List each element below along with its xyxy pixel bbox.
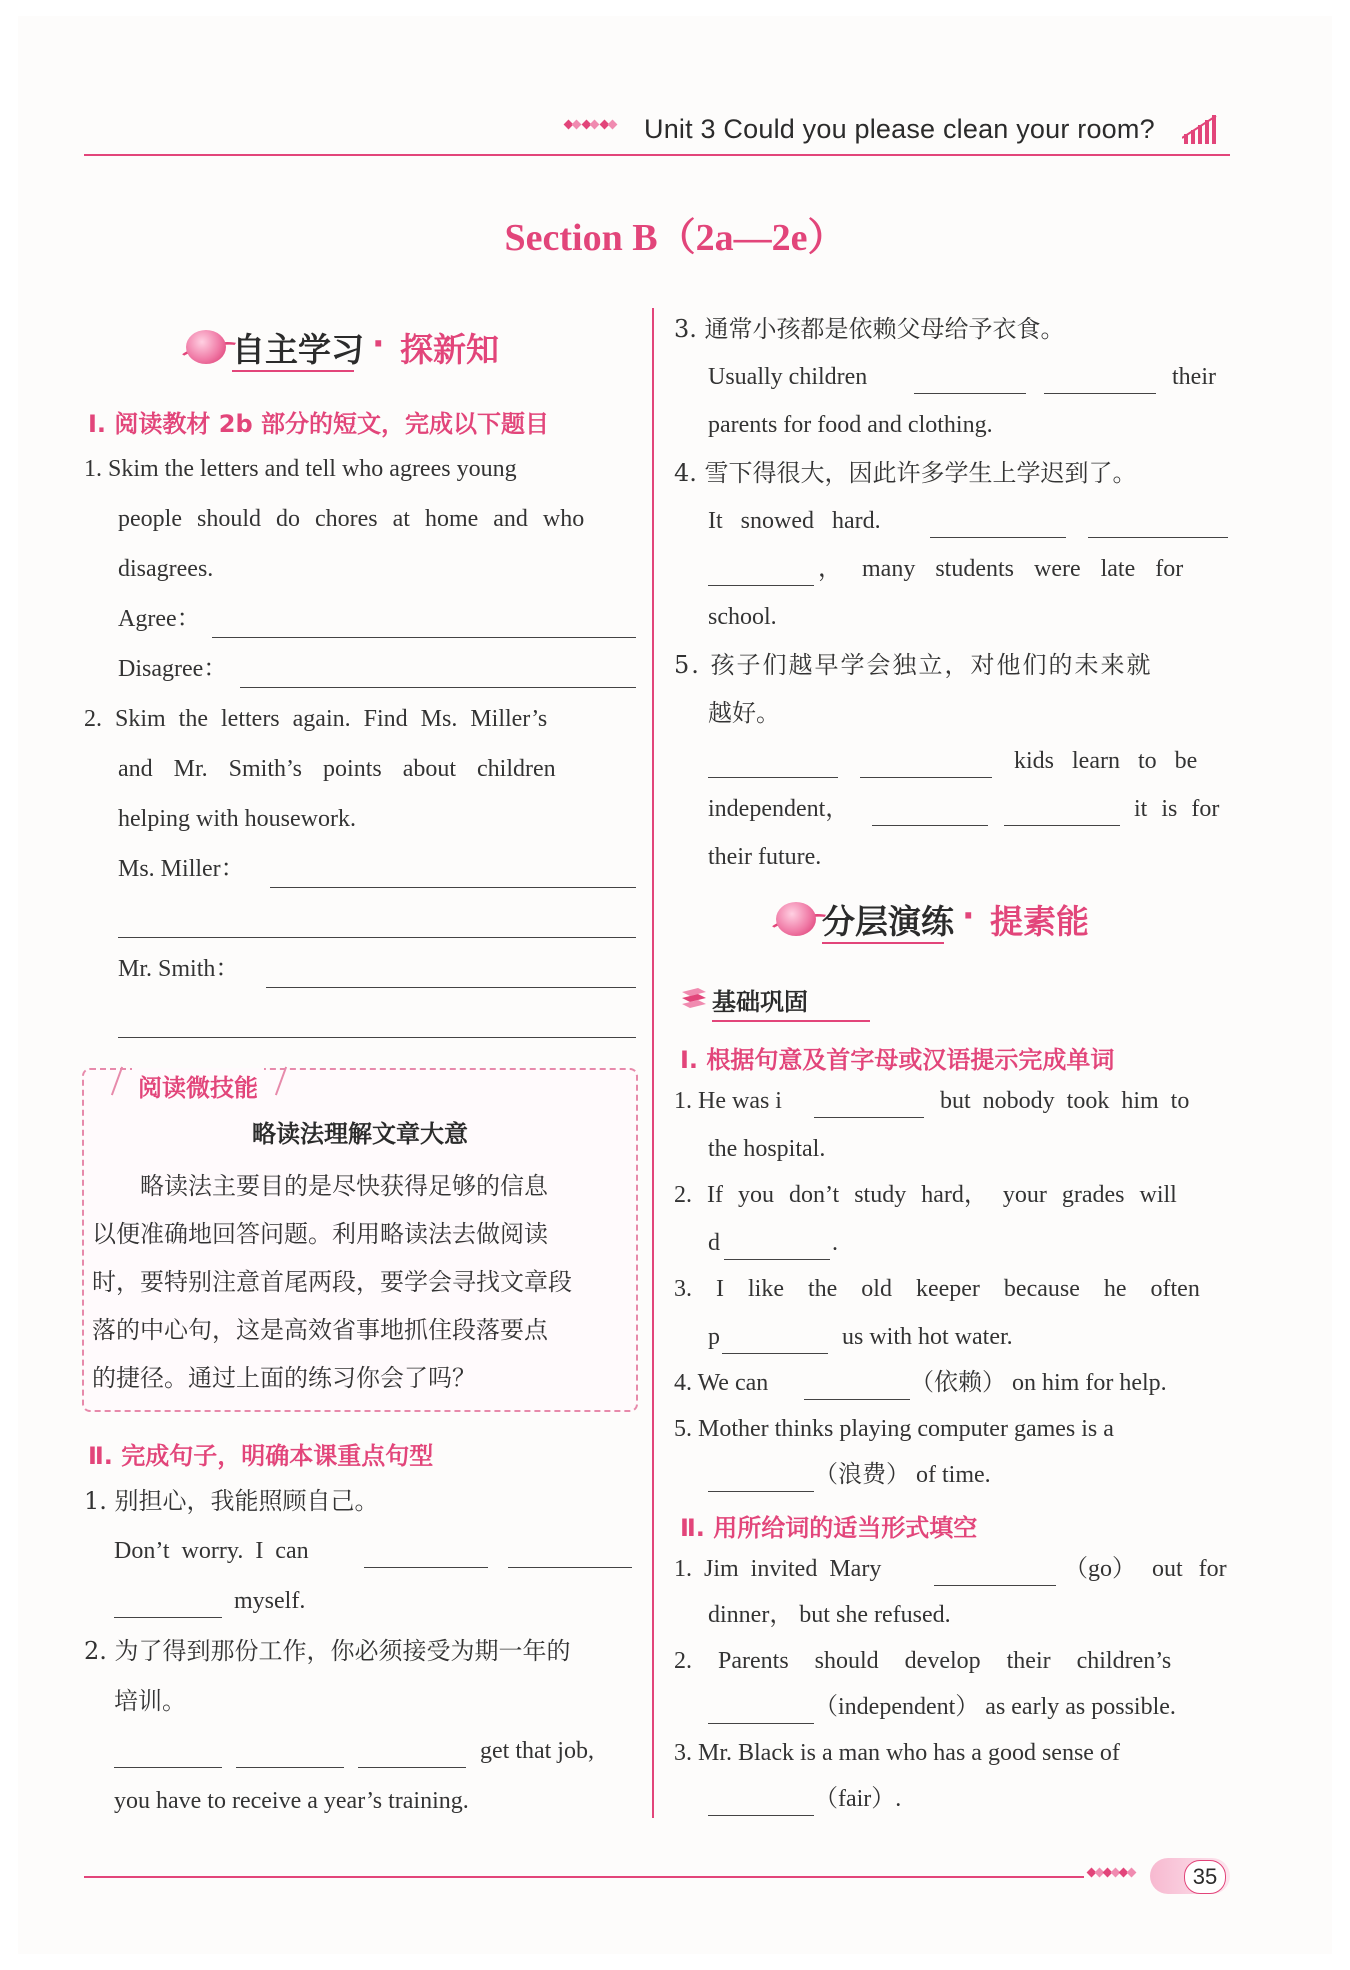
b1-item3-b: p	[708, 1324, 720, 1350]
banner-part1: 自主学习	[232, 330, 364, 369]
tip-line-1: 略读法主要目的是尽快获得足够的信息	[92, 1172, 548, 1200]
b1-item3-a: 3. I like the old keeper because he often	[674, 1276, 1200, 1302]
banner-part1: 分层演练	[822, 902, 954, 941]
p2-q1-en2: myself.	[234, 1588, 306, 1614]
p2-q4-cn: 4. 雪下得很大，因此许多学生上学迟到了。	[674, 459, 1137, 487]
q2-line3: helping with housework.	[118, 806, 356, 832]
basic-sec2-heading: Ⅱ. 用所给词的适当形式填空	[680, 1514, 978, 1542]
banner-part2: 探新知	[400, 330, 499, 369]
p2-q4-blank-1[interactable]	[930, 536, 1066, 538]
p2-q3-en1a: Usually children	[708, 364, 868, 390]
p2-q2-cn2: 培训。	[114, 1687, 186, 1715]
agree-label: Agree：	[118, 606, 201, 632]
b1-item2-c: .	[832, 1230, 838, 1256]
banner-practice	[776, 892, 1156, 948]
p2-q1-blank-1[interactable]	[364, 1566, 488, 1568]
tip-line-3: 时，要特别注意首尾两段，要学会寻找文章段	[92, 1268, 572, 1296]
part1-heading: Ⅰ. 阅读教材 2b 部分的短文，完成以下题目	[88, 410, 549, 438]
p2-q1-blank-2[interactable]	[508, 1566, 632, 1568]
p2-q2-blank-3[interactable]	[358, 1766, 466, 1768]
b2-item3-blank[interactable]	[708, 1814, 814, 1816]
disagree-answer-blank[interactable]	[240, 686, 636, 688]
p2-q5-blank-1[interactable]	[708, 776, 838, 778]
p2-q3-blank-2[interactable]	[1044, 392, 1156, 394]
b2-item2-b: （independent） as early as possible.	[814, 1694, 1176, 1720]
p2-q5-en3: their future.	[708, 844, 822, 870]
b1-item3-blank[interactable]	[722, 1352, 828, 1354]
tip-line-5: 的捷径。通过上面的练习你会了吗？	[92, 1364, 476, 1392]
p2-q4-blank-3[interactable]	[708, 584, 814, 586]
tip-line-4: 落的中心句，这是高效省事地抓住段落要点	[92, 1316, 548, 1344]
p2-q1-cn: 1. 别担心，我能照顾自己。	[84, 1487, 379, 1515]
miller-answer-blank-1[interactable]	[270, 886, 636, 888]
p2-q5-cn1: 5. 孩子们越早学会独立，对他们的未来就	[674, 651, 1153, 679]
b2-item2-blank[interactable]	[708, 1722, 814, 1724]
smith-answer-blank-2[interactable]	[118, 1036, 636, 1038]
b1-item3-c: us with hot water.	[842, 1324, 1013, 1350]
p2-q2-blank-1[interactable]	[114, 1766, 222, 1768]
tip-tag: 阅读微技能	[132, 1068, 264, 1103]
b1-item5-a: 5. Mother thinks playing computer games is a	[674, 1416, 1114, 1442]
disagree-label: Disagree：	[118, 656, 228, 682]
p2-q5-cn2: 越好。	[708, 699, 780, 727]
b2-item1-b: （go） out for	[1064, 1556, 1227, 1582]
agree-answer-blank[interactable]	[212, 636, 636, 638]
b1-item1-b: but nobody took him to	[940, 1088, 1190, 1114]
p2-q4-blank-2[interactable]	[1088, 536, 1228, 538]
p2-q5-en1: kids learn to be	[1014, 748, 1198, 774]
p2-q1-en1: Don’t worry. I can	[114, 1538, 309, 1564]
p2-q5-blank-3[interactable]	[872, 824, 988, 826]
p2-q3-blank-1[interactable]	[914, 392, 1026, 394]
q1-line1: 1. Skim the letters and tell who agrees young	[84, 456, 517, 482]
p2-q2-en1: get that job,	[480, 1738, 594, 1764]
basic-sec1-heading: Ⅰ. 根据句意及首字母或汉语提示完成单词	[680, 1046, 1115, 1074]
b1-item2-blank[interactable]	[724, 1258, 830, 1260]
bar-graph-icon	[1182, 112, 1222, 146]
p2-q3-en2: parents for food and clothing.	[708, 412, 993, 438]
b2-item3-a: 3. Mr. Black is a man who has a good sense of	[674, 1740, 1120, 1766]
section-title: Section B（2a—2e）	[504, 217, 846, 259]
b2-item1-c: dinner， but she refused.	[708, 1602, 951, 1628]
p2-q5-en2a: independent，	[708, 796, 850, 822]
page-header	[84, 110, 1230, 156]
planet-icon	[776, 902, 816, 936]
p2-q2-en2: you have to receive a year’s training.	[114, 1788, 469, 1814]
q1-line3: disagrees.	[118, 556, 214, 582]
banner-dot: ·	[962, 896, 975, 935]
b1-item1-c: the hospital.	[708, 1136, 826, 1162]
b2-item1-blank[interactable]	[934, 1584, 1056, 1586]
b2-item3-b: （fair）.	[814, 1786, 902, 1812]
b1-item2-a: 2. If you don’t study hard， your grades will	[674, 1182, 1177, 1208]
unit-title: Unit 3 Could you please clean your room?	[644, 114, 1155, 144]
banner-dot: ·	[372, 324, 385, 363]
b1-item1-a: 1. He was i	[674, 1088, 782, 1114]
b1-item4-a: 4. We can	[674, 1370, 769, 1396]
miller-label: Ms. Miller：	[118, 856, 245, 882]
reading-tip-box	[82, 1068, 638, 1412]
b1-item2-b: d	[708, 1230, 720, 1256]
b1-item4-blank[interactable]	[804, 1398, 910, 1400]
miller-answer-blank-2[interactable]	[118, 936, 636, 938]
p2-q4-en1: It snowed hard.	[708, 508, 881, 534]
p2-q5-en2b: it is for	[1134, 796, 1220, 822]
footer-diamonds-icon	[1088, 1866, 1134, 1880]
banner-part2: 提素能	[990, 902, 1089, 941]
basic-subheading-text: 基础巩固	[712, 988, 808, 1016]
q1-line2: people should do chores at home and who	[118, 506, 585, 532]
b2-item2-a: 2. Parents should develop their children’s	[674, 1648, 1172, 1674]
b2-item1-a: 1. Jim invited Mary	[674, 1556, 882, 1582]
header-diamonds-icon	[565, 118, 615, 132]
p2-q4-en2: ， many students were late for	[818, 556, 1184, 582]
part2-heading: Ⅱ. 完成句子，明确本课重点句型	[88, 1442, 434, 1470]
banner-self-study	[186, 320, 546, 376]
b1-item5-b: （浪费） of time.	[814, 1462, 991, 1488]
tip-line-2: 以便准确地回答问题。利用略读法去做阅读	[92, 1220, 548, 1248]
b1-item1-blank[interactable]	[814, 1116, 924, 1118]
b1-item5-blank[interactable]	[708, 1490, 814, 1492]
b1-item4-b: （依赖） on him for help.	[910, 1370, 1167, 1396]
smith-label: Mr. Smith：	[118, 956, 240, 982]
p2-q5-blank-4[interactable]	[1004, 824, 1120, 826]
q2-line1: 2. Skim the letters again. Find Ms. Miller’s	[84, 706, 548, 732]
column-divider	[652, 308, 654, 1818]
planet-icon	[186, 330, 226, 364]
p2-q2-cn1: 2. 为了得到那份工作，你必须接受为期一年的	[84, 1637, 571, 1665]
q2-line2: and Mr. Smith’s points about children	[118, 756, 556, 782]
tip-title: 略读法理解文章大意	[252, 1120, 468, 1148]
books-icon	[680, 986, 708, 1010]
p2-q4-en3: school.	[708, 604, 777, 630]
page-number: 35	[1184, 1860, 1226, 1894]
p2-q5-blank-2[interactable]	[860, 776, 992, 778]
p2-q3-cn: 3. 通常小孩都是依赖父母给予衣食。	[674, 315, 1065, 343]
p2-q3-en1b: their	[1172, 364, 1216, 390]
p2-q1-blank-3[interactable]	[114, 1616, 222, 1618]
p2-q2-blank-2[interactable]	[236, 1766, 344, 1768]
smith-answer-blank-1[interactable]	[266, 986, 636, 988]
footer-line	[84, 1876, 1084, 1878]
basic-subheading	[712, 982, 808, 1017]
